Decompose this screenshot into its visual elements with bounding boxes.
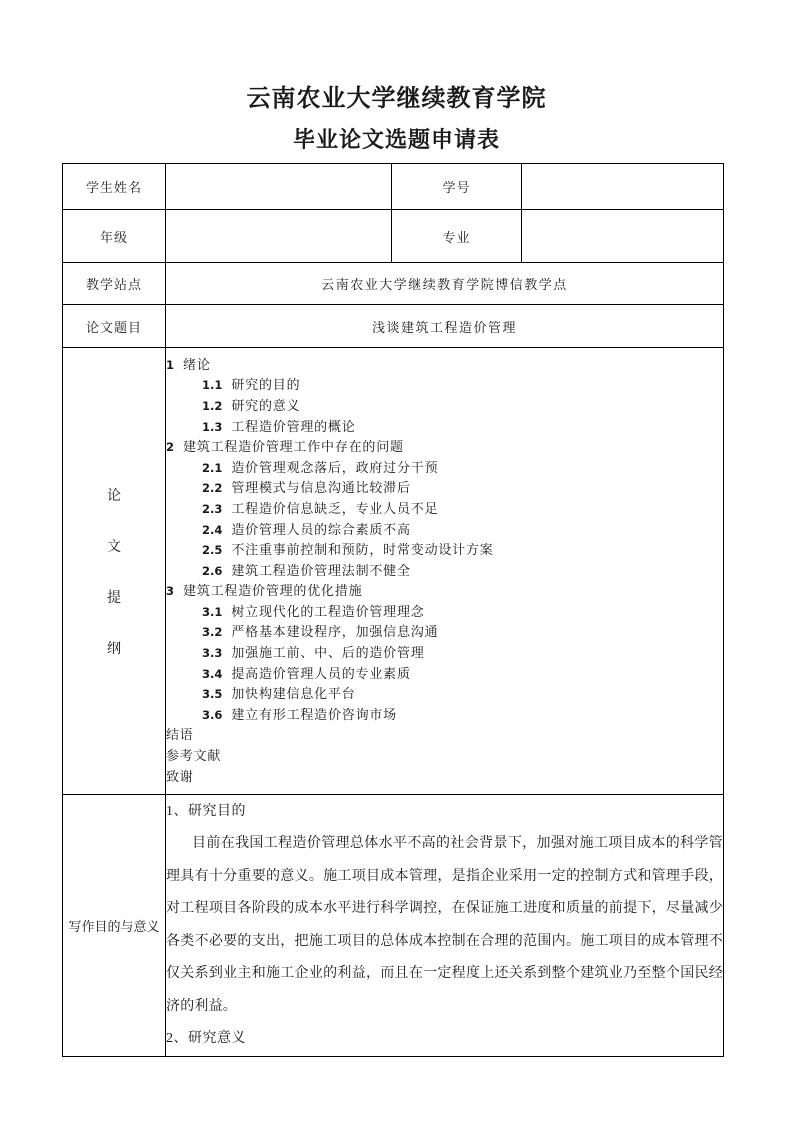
outline-item	[166, 602, 723, 623]
outline-item-text: 建筑工程造价管理法制不健全	[231, 562, 411, 578]
outline-item	[166, 355, 723, 376]
outline-item-number: 3.1	[202, 604, 223, 619]
purpose-content-cell	[166, 795, 724, 1057]
outline-item-number: 1	[166, 357, 175, 372]
outline-item-text: 造价管理人员的综合素质不高	[231, 521, 411, 537]
outline-item	[166, 499, 723, 520]
outline-item-text: 致谢	[166, 768, 194, 784]
document-subtitle: 毕业论文选题申请表	[292, 127, 500, 152]
outline-item-number: 3.4	[202, 666, 223, 681]
outline-item-text: 研究的目的	[231, 377, 301, 393]
outline-item	[166, 396, 723, 417]
outline-vertical-label	[63, 485, 165, 658]
major-value-cell	[522, 210, 724, 263]
student-name-value-cell	[166, 164, 392, 210]
outline-item-text: 参考文献	[166, 748, 222, 764]
outline-item-number: 2.5	[202, 543, 223, 558]
row-student-name-id	[63, 164, 724, 210]
outline-item	[166, 746, 723, 767]
row-purpose	[63, 795, 724, 1057]
outline-item	[166, 478, 723, 499]
purpose-label: 写作目的与意义	[63, 795, 166, 1057]
purpose-heading-2: 2、研究意义	[166, 1031, 246, 1046]
outline-item-text: 工程造价信息缺乏，专业人员不足	[231, 500, 439, 516]
outline-item-text: 不注重事前控制和预防，时常变动设计方案	[231, 542, 494, 558]
outline-label-char: 论	[107, 488, 121, 504]
outline-item	[166, 581, 723, 602]
outline-item-number: 2.2	[202, 481, 223, 496]
outline-item-number: 2	[166, 440, 175, 455]
outline-item-number: 1.3	[202, 419, 223, 434]
thesis-title-label: 论文题目	[63, 305, 166, 348]
purpose-heading-1: 1、研究目的	[166, 803, 246, 819]
outline-label-char: 纲	[107, 641, 121, 657]
row-grade-major	[63, 210, 724, 263]
outline-item	[166, 561, 723, 582]
outline-item	[166, 622, 723, 643]
outline-label-char: 提	[107, 590, 121, 606]
student-id-value-cell	[522, 164, 724, 210]
outline-item-number: 1.1	[202, 378, 223, 393]
outline-item-text: 提高造价管理人员的专业素质	[231, 665, 411, 681]
outline-item	[166, 520, 723, 541]
outline-item-number: 3.6	[202, 707, 223, 722]
row-outline	[63, 348, 724, 795]
outline-item	[166, 437, 723, 458]
outline-item-number: 1.2	[202, 398, 223, 413]
outline-item-number: 2.1	[202, 460, 223, 475]
outline-item	[166, 540, 723, 561]
outline-item	[166, 725, 723, 746]
outline-label-char: 文	[107, 539, 121, 555]
outline-label-cell	[63, 348, 166, 795]
student-name-label: 学生姓名	[63, 164, 166, 210]
outline-item	[166, 705, 723, 726]
outline-item	[166, 664, 723, 685]
outline-item-text: 加快构建信息化平台	[231, 686, 356, 702]
outline-item-number: 3.5	[202, 687, 223, 702]
teaching-station-label: 教学站点	[63, 263, 166, 305]
outline-item-text: 加强施工前、中、后的造价管理	[231, 645, 425, 661]
outline-item-text: 建筑工程造价管理工作中存在的问题	[183, 439, 404, 455]
outline-item	[166, 417, 723, 438]
outline-item	[166, 643, 723, 664]
outline-item-number: 2.4	[202, 522, 223, 537]
outline-item-text: 树立现代化的工程造价管理理念	[231, 603, 425, 619]
document-title: 云南农业大学继续教育学院	[246, 86, 547, 112]
major-label: 专业	[392, 210, 522, 263]
outline-item-text: 管理模式与信息沟通比较滞后	[231, 480, 411, 496]
outline-item-text: 研究的意义	[231, 397, 301, 413]
outline-item-number: 2.3	[202, 501, 223, 516]
outline-content-cell	[166, 348, 724, 795]
grade-value-cell	[166, 210, 392, 263]
outline-item-number: 2.6	[202, 563, 223, 578]
outline-item-text: 建筑工程造价管理的优化措施	[183, 583, 363, 599]
row-thesis-title	[63, 305, 724, 348]
row-teaching-station	[63, 263, 724, 305]
purpose-paragraph: 目前在我国工程造价管理总体水平不高的社会背景下，加强对施工项目成本的科学管理具有十分重要的意义。施工项目成本管理，是指企业采用一定的控制方式和管理手段，对工程项目各阶段的成本水平进行科学调控，在保证施工进度和质量的前提下，尽量减少各类不必要的支出，把施工项目的总体成本控制在合理的范围内。施工项目的成本管理不仅关系到业主和施工企业的利益，而且在一定程度上还关系到整个建筑业乃至整个国民经济的利益。	[166, 836, 723, 1014]
outline-item	[166, 458, 723, 479]
outline-item-text: 建立有形工程造价咨询市场	[231, 706, 397, 722]
thesis-title-value: 浅谈建筑工程造价管理	[166, 305, 724, 348]
outline-item-number: 3	[166, 584, 175, 599]
outline-item-text: 工程造价管理的概论	[231, 418, 356, 434]
outline-item-text: 结语	[166, 727, 194, 743]
outline-item-number: 3.3	[202, 646, 223, 661]
outline-item	[166, 684, 723, 705]
outline-item	[166, 375, 723, 396]
outline-item-text: 绪论	[183, 356, 211, 372]
grade-label: 年级	[63, 210, 166, 263]
teaching-station-value: 云南农业大学继续教育学院博信教学点	[166, 263, 724, 305]
application-form-table	[62, 163, 724, 1057]
outline-item-text: 严格基本建设程序，加强信息沟通	[231, 624, 439, 640]
outline-item-number: 3.2	[202, 625, 223, 640]
outline-item	[166, 767, 723, 788]
outline-item-text: 造价管理观念落后，政府过分干预	[231, 459, 439, 475]
student-id-label: 学号	[392, 164, 522, 210]
